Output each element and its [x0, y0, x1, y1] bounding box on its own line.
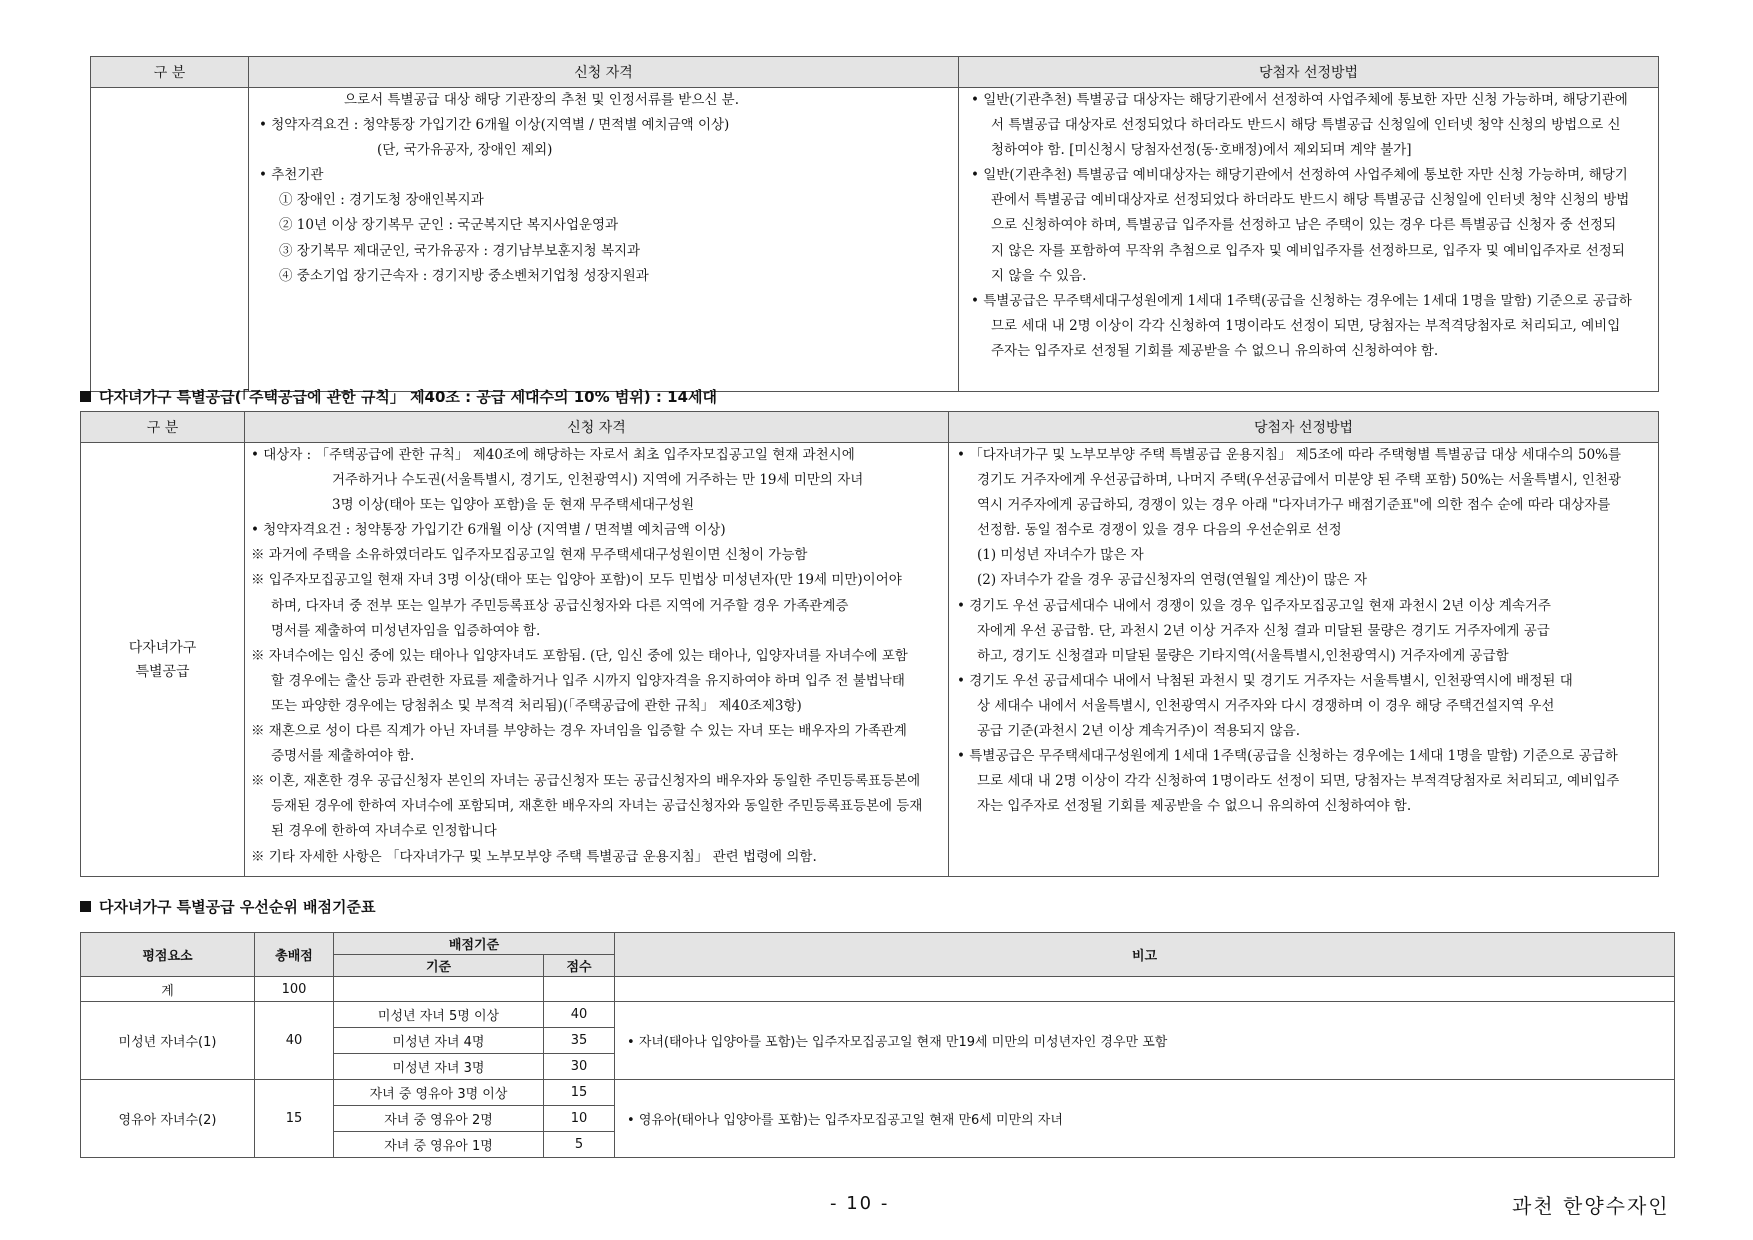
qual-line: ① 장애인 : 경기도청 장애인복지과	[279, 192, 484, 209]
category-cell	[81, 443, 245, 877]
sel-line: • 특별공급은 무주택세대구성원에게 1세대 1주택(공급을 신청하는 경우에는 1세대 1명을 말함) 기준으로 공급하	[957, 748, 1618, 765]
page-number: - 10 -	[830, 1193, 890, 1214]
factor-minor-children: 미성년 자녀수(1)	[81, 1002, 255, 1080]
sel-line: 공급 기준(과천시 2년 이상 계속거주)이 적용되지 않음.	[977, 723, 1301, 740]
header-selection: 당첨자 선정방법	[959, 57, 1659, 88]
standard-cell: 미성년 자녀 5명 이상	[334, 1002, 544, 1028]
sel-line: 으로 신청하여야 하며, 특별공급 입주자를 선정하고 남은 주택이 있는 경우 다른 특별공급 신청자 중 선정되	[991, 217, 1617, 234]
points-cell: 15	[544, 1080, 615, 1106]
header-criteria: 배점기준	[334, 933, 615, 955]
qual-line: • 청약자격요건 : 청약통장 가입기간 6개월 이상 (지역별 / 면적별 예치금액 이상)	[251, 522, 726, 539]
points-cell: 35	[544, 1028, 615, 1054]
special-supply-table-general	[90, 56, 1659, 392]
sel-line: • 특별공급은 무주택세대구성원에게 1세대 1주택(공급을 신청하는 경우에는 1세대 1명을 말함) 기준으로 공급하	[971, 292, 1632, 309]
header-standard: 기준	[334, 955, 544, 977]
qual-line: 증명서를 제출하여야 함.	[271, 748, 415, 765]
sel-line: 므로 세대 내 2명 이상이 각각 신청하여 1명이라도 선정이 되면, 당첨자는 부적격당첨자로 처리되고, 예비입주	[977, 773, 1620, 790]
square-bullet-icon	[80, 901, 91, 912]
sel-line: • 일반(기관추천) 특별공급 예비대상자는 해당기관에서 선정하여 사업주체에 통보한 자만 신청 가능하며, 해당기	[971, 167, 1628, 184]
standard-cell: 자녀 중 영유아 1명	[334, 1132, 544, 1158]
category-label-line1: 다자녀가구	[128, 639, 197, 656]
points-cell: 40	[544, 1002, 615, 1028]
sel-line: • 경기도 우선 공급세대수 내에서 경쟁이 있을 경우 입주자모집공고일 현재 과천시 2년 이상 계속거주	[957, 597, 1551, 614]
table-row	[81, 977, 1675, 1002]
qual-line: ※ 재혼으로 성이 다른 직계가 아닌 자녀를 부양하는 경우 자녀임을 입증할 수 있는 자녀 또는 배우자의 가족관계	[251, 723, 907, 740]
points-cell: 10	[544, 1106, 615, 1132]
square-bullet-icon	[80, 391, 91, 402]
section-title-multi-child	[80, 386, 717, 407]
qual-line: 또는 파양한 경우에는 당첨취소 및 부적격 처리됨)(「주택공급에 관한 규칙」 제40조제3항)	[271, 697, 802, 714]
standard-cell: 자녀 중 영유아 3명 이상	[334, 1080, 544, 1106]
qual-line: • 청약자격요건 : 청약통장 가입기간 6개월 이상(지역별 / 면적별 예치금액 이상)	[259, 117, 730, 134]
qual-line: ③ 장기복무 제대군인, 국가유공자 : 경기남부보훈지청 복지과	[279, 242, 641, 259]
qual-line: 3명 이상(태아 또는 입양아 포함)을 둔 현재 무주택세대구성원	[332, 497, 695, 514]
qual-line: ④ 중소기업 장기근속자 : 경기지방 중소벤처기업청 성장지원과	[279, 267, 649, 284]
selection-cell	[959, 88, 1659, 392]
sel-line: 자는 입주자로 선정될 기회를 제공받을 수 없으니 유의하여 신청하여야 함.	[977, 798, 1412, 815]
qual-line: 거주하거나 수도권(서울특별시, 경기도, 인천광역시) 지역에 거주하는 만 19세 미만의 자녀	[332, 472, 864, 489]
qual-line: 하며, 다자녀 중 전부 또는 일부가 주민등록표상 공급신청자와 다른 지역에 거주할 경우 가족관계증	[271, 597, 849, 614]
qual-line: ※ 기타 자세한 사항은 「다자녀가구 및 노부모부양 주택 특별공급 운용지침」 관련 법령에 의함.	[251, 848, 817, 865]
standard-cell: 자녀 중 영유아 2명	[334, 1106, 544, 1132]
header-points: 점수	[544, 955, 615, 977]
sel-line: 지 않을 수 있음.	[991, 267, 1087, 284]
qual-line: 으로서 특별공급 대상 해당 기관장의 추천 및 인정서류를 받으신 분.	[344, 92, 740, 108]
qual-line: 명서를 제출하여 미성년자임을 입증하여야 함.	[271, 622, 541, 639]
sel-line: (1) 미성년 자녀수가 많은 자	[977, 547, 1144, 564]
header-qualification: 신청 자격	[249, 57, 959, 88]
selection-cell	[949, 443, 1659, 877]
points-cell: 5	[544, 1132, 615, 1158]
brand-name: 과천 한양수자인	[1512, 1194, 1670, 1218]
standard-cell: 미성년 자녀 3명	[334, 1054, 544, 1080]
qualification-cell	[249, 88, 959, 392]
qual-line: 등재된 경우에 한하여 자녀수에 포함되며, 재혼한 배우자의 자녀는 공급신청자와 동일한 주민등록표등본에 등재	[271, 798, 923, 815]
sel-line: (2) 자녀수가 같을 경우 공급신청자의 연령(연월일 계산)이 많은 자	[977, 572, 1368, 589]
sum-label: 계	[81, 977, 255, 1002]
sel-line: 역시 거주자에게 공급하되, 경쟁이 있는 경우 아래 "다자녀가구 배점기준표"에 의한 점수 순에 따라 대상자를	[977, 497, 1611, 514]
section-title-text: 다자녀가구 특별공급(「주택공급에 관한 규칙」 제40조 : 공급 세대수의 10% 범위) : 14세대	[99, 388, 718, 406]
factor-infants: 영유아 자녀수(2)	[81, 1080, 255, 1158]
header-qualification: 신청 자격	[245, 412, 949, 443]
qualification-cell	[245, 443, 949, 877]
sel-line: 청하여야 함. [미신청시 당첨자선정(동·호배정)에서 제외되며 계약 불가]	[991, 142, 1412, 159]
sel-line: 하고, 경기도 신청결과 미달된 물량은 기타지역(서울특별시,인천광역시) 거주자에게 공급함	[977, 647, 1509, 664]
special-supply-table-multi-child	[80, 411, 1659, 877]
total-infants: 15	[255, 1080, 334, 1158]
sel-line: 경기도 거주자에게 우선공급하며, 나머지 주택(우선공급에서 미분양 된 주택 포함) 50%는 서울특별시, 인천광	[977, 472, 1622, 489]
section-title-text: 다자녀가구 특별공급 우선순위 배점기준표	[99, 898, 376, 916]
note-minor-children: • 자녀(태아나 입양아를 포함)는 입주자모집공고일 현재 만19세 미만의 미성년자인 경우만 포함	[615, 1002, 1675, 1080]
sel-line: 상 세대수 내에서 서울특별시, 인천광역시 거주자와 다시 경쟁하며 이 경우 해당 주택건설지역 우선	[977, 697, 1555, 714]
note-infants: • 영유아(태아나 입양아를 포함)는 입주자모집공고일 현재 만6세 미만의 자녀	[615, 1080, 1675, 1158]
header-note: 비고	[615, 933, 1675, 977]
qual-line: • 대상자 : 「주택공급에 관한 규칙」 제40조에 해당하는 자로서 최초 입주자모집공고일 현재 과천시에	[251, 447, 855, 463]
score-criteria-table	[80, 932, 1675, 1158]
sel-line: 주자는 입주자로 선정될 기회를 제공받을 수 없으니 유의하여 신청하여야 함.	[991, 342, 1439, 359]
table-row	[81, 1080, 1675, 1106]
qual-line: (단, 국가유공자, 장애인 제외)	[377, 142, 553, 159]
sel-line: 선정함. 동일 점수로 경쟁이 있을 경우 다음의 우선순위로 선정	[977, 522, 1342, 539]
qual-line: ② 10년 이상 장기복무 군인 : 국군복지단 복지사업운영과	[279, 217, 619, 234]
points-cell: 30	[544, 1054, 615, 1080]
header-selection: 당첨자 선정방법	[949, 412, 1659, 443]
sel-line: • 경기도 우선 공급세대수 내에서 낙첨된 과천시 및 경기도 거주자는 서울특별시, 인천광역시에 배정된 대	[957, 672, 1573, 689]
qual-line: ※ 과거에 주택을 소유하였더라도 입주자모집공고일 현재 무주택세대구성원이면 신청이 가능함	[251, 547, 808, 564]
sel-line: 자에게 우선 공급함. 단, 과천시 2년 이상 거주자 신청 결과 미달된 물량은 경기도 거주자에게 공급	[977, 622, 1550, 639]
section-title-score-table	[80, 896, 376, 917]
header-category: 구 분	[91, 57, 249, 88]
sel-line: • 「다자녀가구 및 노부모부양 주택 특별공급 운용지침」 제5조에 따라 주택형별 특별공급 대상 세대수의 50%를	[957, 447, 1622, 463]
category-label-line2: 특별공급	[135, 663, 190, 680]
qual-line: 할 경우에는 출산 등과 관련한 자료를 제출하거나 입주 시까지 입양자격을 유지하여야 하며 입주 전 불법낙태	[271, 672, 905, 689]
sel-line: 관에서 특별공급 예비대상자로 선정되었다 하더라도 반드시 해당 특별공급 신청일에 인터넷 청약 신청의 방법	[991, 192, 1630, 209]
sel-line: 지 않은 자를 포함하여 무작위 추첨으로 입주자 및 예비입주자를 선정하므로, 입주자 및 예비입주자로 선정되	[991, 242, 1625, 259]
total-minor-children: 40	[255, 1002, 334, 1080]
header-category: 구 분	[81, 412, 245, 443]
qual-line: • 추천기관	[259, 167, 324, 184]
qual-line: ※ 이혼, 재혼한 경우 공급신청자 본인의 자녀는 공급신청자 또는 공급신청자의 배우자와 동일한 주민등록표등본에	[251, 773, 921, 790]
sel-line: 므로 세대 내 2명 이상이 각각 신청하여 1명이라도 선정이 되면, 당첨자는 부적격당첨자로 처리되고, 예비입	[991, 317, 1621, 334]
sum-value: 100	[255, 977, 334, 1002]
standard-cell: 미성년 자녀 4명	[334, 1028, 544, 1054]
sel-line: • 일반(기관추천) 특별공급 대상자는 해당기관에서 선정하여 사업주체에 통보한 자만 신청 가능하며, 해당기관에	[971, 92, 1628, 108]
qual-line: ※ 입주자모집공고일 현재 자녀 3명 이상(태아 또는 입양아 포함)이 모두 민법상 미성년자(만 19세 미만)이어야	[251, 572, 902, 589]
header-total: 총배점	[255, 933, 334, 977]
category-cell	[91, 88, 249, 392]
sel-line: 서 특별공급 대상자로 선정되었다 하더라도 반드시 해당 특별공급 신청일에 인터넷 청약 신청의 방법으로 신	[991, 117, 1621, 134]
qual-line: 된 경우에 한하여 자녀수로 인정합니다	[271, 823, 497, 840]
header-factor: 평점요소	[81, 933, 255, 977]
qual-line: ※ 자녀수에는 임신 중에 있는 태아나 입양자녀도 포함됨. (단, 임신 중에 있는 태아나, 입양자녀를 자녀수에 포함	[251, 647, 908, 664]
table-row	[81, 1002, 1675, 1028]
